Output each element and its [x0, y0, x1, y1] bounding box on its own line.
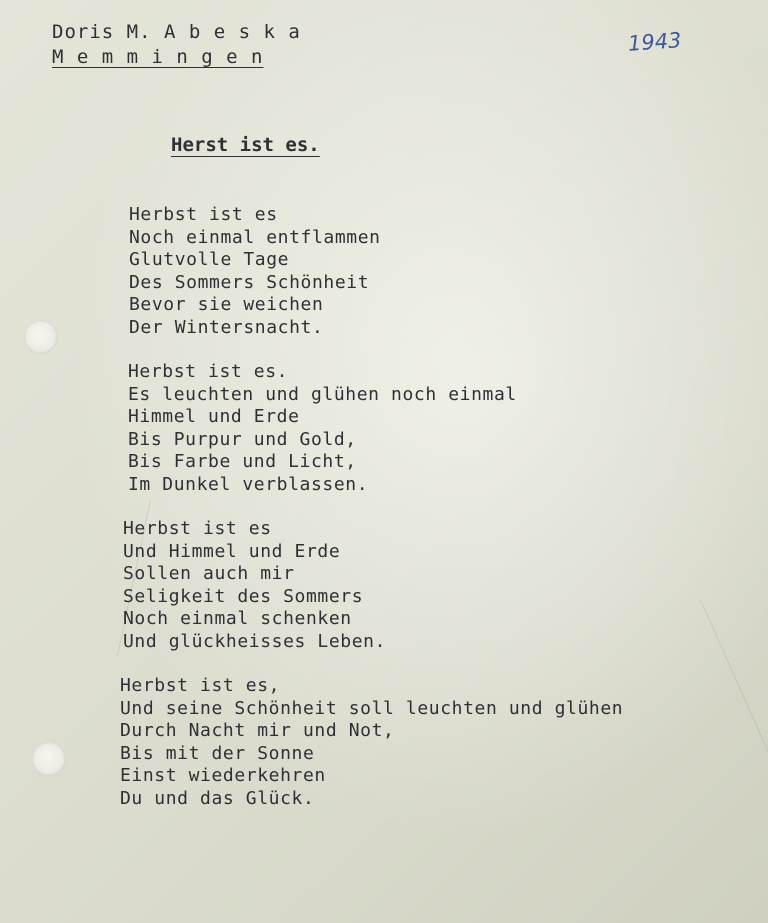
poem-line: Bis Purpur und Gold,: [128, 428, 357, 450]
poem-line: Und glückheisses Leben.: [123, 630, 387, 652]
poem-line: Sollen auch mir: [123, 563, 295, 584]
punch-hole: [32, 742, 66, 776]
stanza-3: [123, 518, 740, 653]
poem-body: [120, 204, 740, 832]
poem-line: Noch einmal schenken: [123, 608, 352, 629]
poem-line: Seligkeit des Sommers: [123, 585, 364, 607]
poem-line: Einst wiederkehren: [120, 765, 326, 786]
poem-line: Bis mit der Sonne: [120, 742, 315, 764]
poem-line: Herbst ist es: [129, 204, 278, 225]
poem-line: Herbst ist es: [123, 518, 272, 539]
stanza-2: [128, 361, 740, 496]
poem-line: Du und das Glück.: [120, 787, 315, 809]
poem-line: Und Himmel und Erde: [123, 540, 341, 562]
poem-line: Himmel und Erde: [128, 406, 300, 427]
handwritten-year: 1943: [627, 28, 683, 56]
stanza-4: [120, 675, 740, 810]
poem-line: Bevor sie weichen: [129, 294, 324, 315]
author-block: [52, 20, 301, 70]
poem-title: Herst ist es.: [171, 134, 320, 156]
poem-line: Durch Nacht mir und Not,: [120, 720, 395, 741]
poem-line: Herbst ist es.: [128, 361, 289, 382]
poem-line: Herbst ist es,: [120, 675, 281, 696]
poem-line: Des Sommers Schönheit: [129, 271, 370, 293]
poem-line: Und seine Schönheit soll leuchten und glühen: [120, 697, 624, 719]
stanza-1: [129, 204, 740, 339]
poem-line: Bis Farbe und Licht,: [128, 451, 357, 472]
poem-line: Der Wintersnacht.: [129, 316, 324, 338]
author-place: M e m m i n g e n: [52, 46, 264, 68]
poem-line: Noch einmal entflammen: [129, 226, 381, 248]
author-name: Doris M. A b e s k a: [52, 21, 301, 43]
poem-line: Glutvolle Tage: [129, 249, 290, 270]
poem-line: Es leuchten und glühen noch einmal: [128, 383, 517, 405]
poem-line: Im Dunkel verblassen.: [128, 473, 369, 495]
punch-hole: [24, 320, 58, 354]
